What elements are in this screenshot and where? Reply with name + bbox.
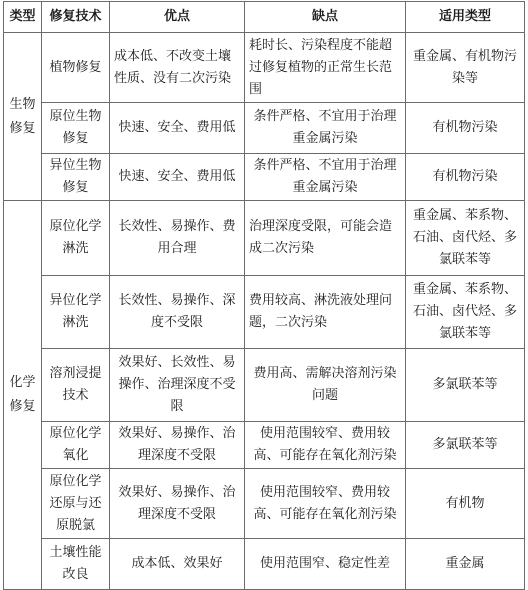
category-cell: 生物修复 [4, 33, 42, 201]
table-row [4, 469, 525, 539]
table-row [4, 33, 525, 103]
technique-cell: 异位生物修复 [42, 154, 110, 201]
technique-cell: 土壤性能改良 [42, 539, 110, 590]
pros-cell: 快速、安全、费用低 [110, 103, 245, 154]
table-row [4, 539, 525, 590]
header-applicable: 适用类型 [406, 2, 525, 33]
table-row [4, 154, 525, 201]
cons-cell: 费用较高、淋洗液处理问题，二次污染 [245, 276, 406, 349]
cons-cell: 费用高、需解决溶剂污染问题 [245, 349, 406, 422]
cons-cell: 耗时长、污染程度不能超过修复植物的正常生长范围 [245, 33, 406, 103]
pros-cell: 成本低、不改变土壤性质、没有二次污染 [110, 33, 245, 103]
cons-cell: 使用范围较窄、费用较高、可能存在氧化剂污染 [245, 422, 406, 469]
table-row [4, 103, 525, 154]
cons-cell: 使用范围窄、稳定性差 [245, 539, 406, 590]
technique-cell: 植物修复 [42, 33, 110, 103]
cons-cell: 条件严格、不宜用于治理重金属污染 [245, 103, 406, 154]
category-cell: 化学修复 [4, 201, 42, 590]
applicable-cell: 重金属 [406, 539, 525, 590]
applicable-cell: 有机物污染 [406, 154, 525, 201]
applicable-cell: 重金属、苯系物、石油、卤代烃、多氯联苯等 [406, 276, 525, 349]
cons-cell: 治理深度受限，可能会造成二次污染 [245, 201, 406, 276]
cons-cell: 条件严格、不宜用于治理重金属污染 [245, 154, 406, 201]
header-technique: 修复技术 [42, 2, 110, 33]
applicable-cell: 重金属、有机物污染等 [406, 33, 525, 103]
pros-cell: 效果好、易操作、治理深度不受限 [110, 422, 245, 469]
cons-cell: 使用范围较窄、费用较高、可能存在氧化剂污染 [245, 469, 406, 539]
pros-cell: 效果好、易操作、治理深度不受限 [110, 469, 245, 539]
applicable-cell: 重金属、苯系物、石油、卤代烃、多氯联苯等 [406, 201, 525, 276]
technique-cell: 原位化学还原与还原脱氯 [42, 469, 110, 539]
technique-cell: 原位生物修复 [42, 103, 110, 154]
header-row [4, 2, 525, 33]
table-row [4, 201, 525, 276]
pros-cell: 长效性、易操作、费用合理 [110, 201, 245, 276]
header-type: 类型 [4, 2, 42, 33]
pros-cell: 效果好、长效性、易操作、治理深度不受限 [110, 349, 245, 422]
table-row [4, 349, 525, 422]
technique-cell: 异位化学淋洗 [42, 276, 110, 349]
pros-cell: 快速、安全、费用低 [110, 154, 245, 201]
table-row [4, 276, 525, 349]
table-row [4, 422, 525, 469]
applicable-cell: 有机物污染 [406, 103, 525, 154]
pros-cell: 成本低、效果好 [110, 539, 245, 590]
technique-cell: 原位化学淋洗 [42, 201, 110, 276]
header-cons: 缺点 [245, 2, 406, 33]
technique-cell: 原位化学氧化 [42, 422, 110, 469]
applicable-cell: 有机物 [406, 469, 525, 539]
technique-cell: 溶剂浸提技术 [42, 349, 110, 422]
remediation-table [3, 1, 525, 590]
header-pros: 优点 [110, 2, 245, 33]
applicable-cell: 多氯联苯等 [406, 422, 525, 469]
pros-cell: 长效性、易操作、深度不受限 [110, 276, 245, 349]
applicable-cell: 多氯联苯等 [406, 349, 525, 422]
